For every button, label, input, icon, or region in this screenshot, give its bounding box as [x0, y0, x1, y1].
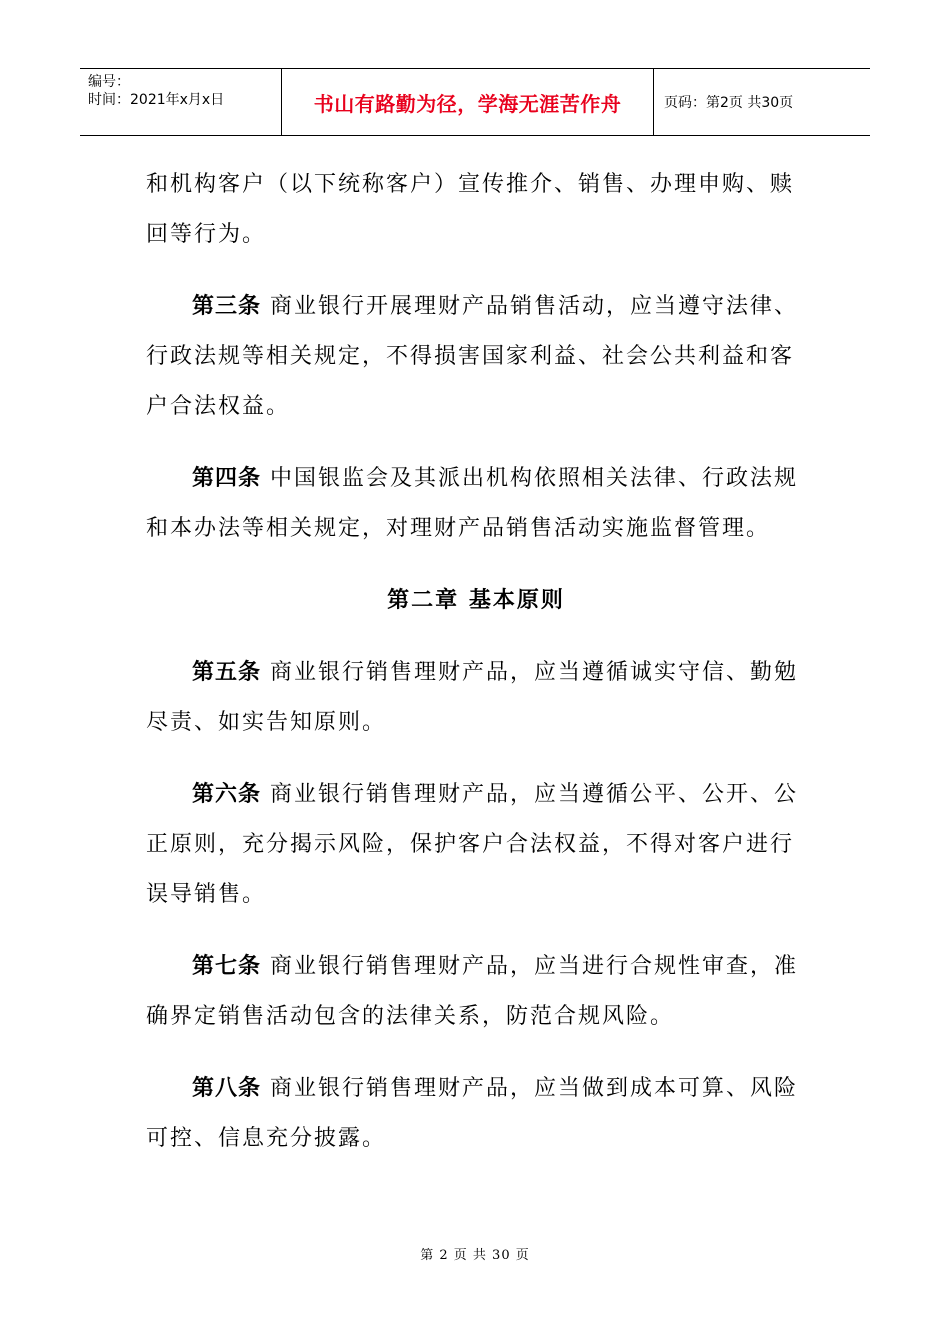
article-7 [146, 942, 806, 1042]
header-meta [80, 69, 282, 135]
article-number: 第四条 [192, 466, 262, 491]
chapter-heading: 第二章 基本原则 [387, 588, 565, 613]
page-header [80, 68, 870, 136]
article-number: 第七条 [192, 954, 262, 979]
page-footer: 第 2 页 共 30 页 [420, 1248, 530, 1263]
article-text: 商业银行销售理财产品，应当遵循公平、公开、公正原则，充分揭示风险，保护客户合法权益，不得对客户进行误导销售。 [146, 782, 799, 907]
article-text: 商业银行销售理财产品，应当遵循诚实守信、勤勉尽责、如实告知原则。 [146, 660, 799, 735]
header-page-info: 页码：第2页 共30页 [664, 95, 794, 111]
paragraph-text: 和机构客户（以下统称客户）宣传推介、销售、办理申购、赎回等行为。 [146, 172, 795, 247]
article-8 [146, 1064, 806, 1164]
article-number: 第五条 [192, 660, 262, 685]
article-3 [146, 282, 806, 432]
article-text: 商业银行销售理财产品，应当进行合规性审查，准确界定销售活动包含的法律关系，防范合规风险。 [146, 954, 799, 1029]
article-text: 中国银监会及其派出机构依照相关法律、行政法规和本办法等相关规定，对理财产品销售活动实施监督管理。 [146, 466, 799, 541]
document-body [146, 160, 806, 1164]
paragraph-continuation [146, 160, 806, 260]
article-number: 第三条 [192, 294, 262, 319]
article-text: 商业银行销售理财产品，应当做到成本可算、风险可控、信息充分披露。 [146, 1076, 799, 1151]
article-number: 第六条 [192, 782, 262, 807]
article-number: 第八条 [192, 1076, 262, 1101]
article-4 [146, 454, 806, 554]
document-date: 时间：2021年x月x日 [88, 92, 225, 108]
document-number-label: 编号： [88, 74, 130, 90]
article-5 [146, 648, 806, 748]
article-text: 商业银行开展理财产品销售活动，应当遵守法律、行政法规等相关规定，不得损害国家利益、社会公共利益和客户合法权益。 [146, 294, 799, 419]
article-6 [146, 770, 806, 920]
header-motto: 书山有路勤为径，学海无涯苦作舟 [282, 69, 654, 135]
